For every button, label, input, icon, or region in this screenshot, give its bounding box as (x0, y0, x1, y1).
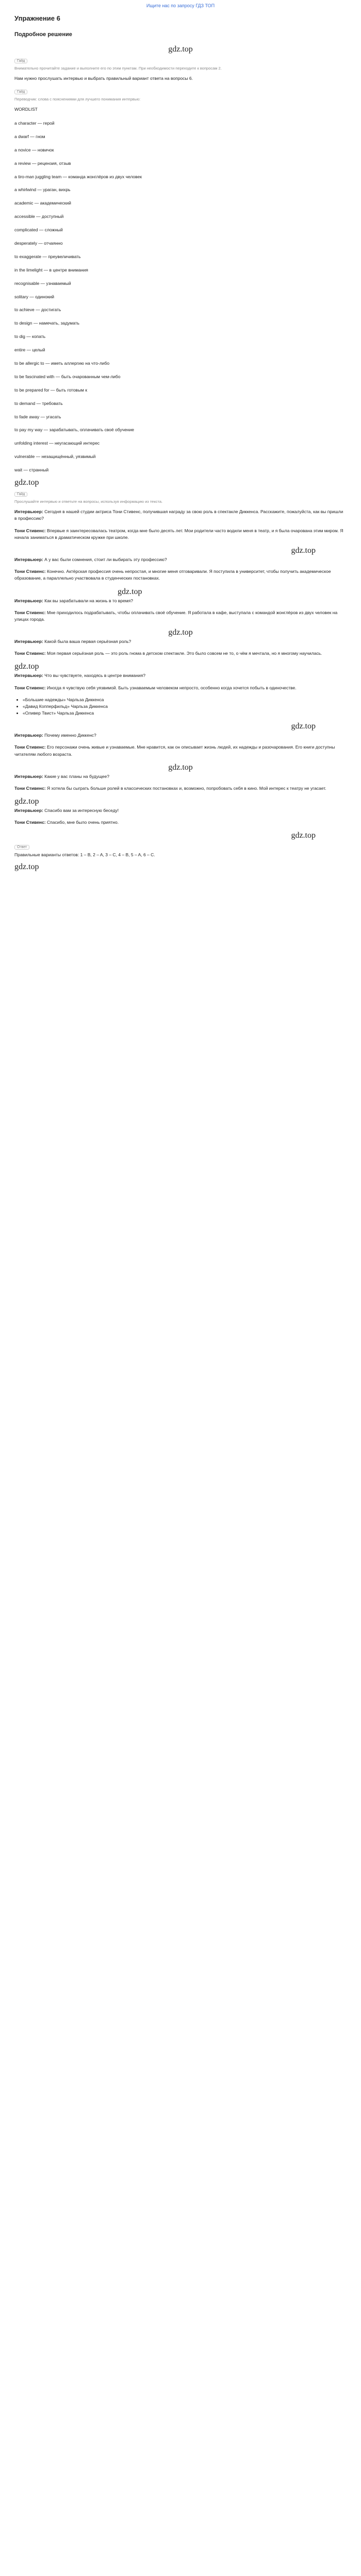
speaker: Тони Стивенс: (14, 528, 46, 533)
answer-text: Правильные варианты ответов: 1 – B, 2 – A, 3 – C, 4 – B, 5 – A, 6 – C. (14, 852, 155, 858)
vocab-item: complicated — сложный (14, 227, 63, 233)
line-text: Что вы чувствуете, находясь в центре внимания? (44, 673, 145, 679)
dialog-line (14, 638, 347, 645)
dialog-line (14, 609, 347, 623)
dialog-line (14, 819, 347, 826)
task-text-2: Нам нужно прослушать интервью и выбрать правильный вариант ответа на вопросы 6. (14, 76, 193, 81)
vocab-item: vulnerable — незащищённый, уязвимый (14, 454, 96, 460)
vocab-item: academic — академический (14, 200, 71, 206)
watermark: gdz.top (14, 797, 39, 806)
vocab-item: a character — герой (14, 121, 55, 126)
speaker: Тони Стивенс: (14, 569, 46, 574)
vocab-item: to pay my way — зарабатывать, оплачивать своё обучение (14, 427, 134, 433)
line-text: Почему именно Диккенс? (44, 733, 96, 738)
line-text: Как вы зарабатывали на жизнь в то время? (44, 598, 133, 603)
watermark: gdz.top (291, 831, 316, 840)
vocab-item: to fade away — угасать (14, 414, 61, 419)
book-item: • «Оливер Твист» Чарльза Диккенса (23, 710, 347, 717)
interview-dialog (14, 509, 347, 691)
dialog-line (14, 556, 347, 563)
line-text: Моя первая серьёзная роль — это роль гнома в детском спектакле. Это было совсем не то, о чём я мечтала, но я многому научилась. (47, 651, 322, 656)
vocab-item: to dig — копать (14, 334, 46, 340)
watermark: gdz.top (291, 546, 316, 555)
vocab-item: solitary — одинокий (14, 294, 55, 299)
line-text: Его персонажи очень живые и узнаваемые. Мне нравится, как он описывает жизнь людей, их надежды и разочарования. Его книги доступны читателям любого возраста. (14, 744, 335, 757)
vocab-item: a review — рецензия, отзыв (14, 160, 71, 166)
line-text: Сегодня в нашей студии актриса Тони Стивенс, получившая награду за свою роль в спектакле Диккенса. Расскажите, пожалуйста, как вы пришли в профессию? (14, 509, 343, 521)
vocab-label: WORDLIST (14, 107, 38, 112)
vocab-item: a novice — новичок (14, 147, 54, 152)
watermark: gdz.top (14, 662, 39, 671)
speaker: Тони Стивенс: (14, 685, 46, 690)
guide-badge-3: Гайд (14, 492, 27, 497)
speaker: Тони Стивенс: (14, 785, 46, 791)
line-text: Впервые я заинтересовалась театром, когда мне было десять лет. Мои родители часто водили меня в театр, и я была очарована этим миром. Я начала заниматься в драматическом кружке при школе. (14, 528, 343, 540)
line-text: Я хотела бы сыграть больше ролей в классических постановках и, возможно, попробовать себя в кино. Мой интерес к театру не угасает. (47, 785, 326, 791)
line-text: Иногда я чувствую себя уязвимой. Быть узнаваемым человеком непросто, особенно когда хочется побыть в одиночестве. (47, 685, 297, 690)
line-text: Мне приходилось подрабатывать, чтобы оплачивать своё обучение. Я работала в кафе, выступала с командой жонглёров из двух человек на улицах города. (14, 609, 338, 622)
dialog-line (14, 528, 347, 541)
vocab-item: recognisable — узнаваемый (14, 280, 71, 286)
speaker: Интервьюер: (14, 673, 43, 679)
line-text: Какие у вас планы на будущее? (44, 773, 109, 779)
vocab-item: wait — странный (14, 467, 49, 473)
speaker: Интервьюер: (14, 808, 43, 814)
book-item: • «Большие надежды» Чарльза Диккенса (23, 697, 347, 703)
vocab-item: unfolding interest — неугасающий интерес (14, 440, 100, 446)
vocab-item: to exaggerate — преувеличивать (14, 253, 81, 259)
line-text: Конечно. Актёрская профессия очень непростая, и многие меня отговаривали. Я поступила в университет, чтобы получить академическое образование, а параллельно участвовала в студенческих постановках. (14, 569, 331, 581)
vocab-item: a dwarf — гном (14, 133, 45, 139)
speaker: Интервьюер: (14, 509, 43, 515)
speaker: Интервьюер: (14, 773, 43, 779)
watermark: gdz.top (168, 628, 193, 637)
task-text-1: Внимательно прочитайте задание и выполните его по этим пунктам. При необходимости переходите к вопросам 2. (14, 66, 222, 71)
line-text: Спасибо, мне было очень приятно. (47, 820, 119, 825)
line-text: Какой была ваша первая серьёзная роль? (44, 639, 132, 645)
watermark: gdz.top (14, 862, 39, 872)
solution-title: Подробное решение (14, 31, 72, 38)
speaker: Интервьюер: (14, 598, 43, 603)
dialog-line (14, 650, 347, 657)
dialog-line (14, 732, 347, 739)
dialog-line (14, 773, 347, 780)
speaker: Тони Стивенс: (14, 651, 46, 656)
speaker: Интервьюер: (14, 733, 43, 738)
dialog-line (14, 685, 347, 691)
dialog-line (14, 598, 347, 604)
watermark: gdz.top (168, 45, 193, 54)
speaker: Интервьюер: (14, 639, 43, 645)
vocab-list (14, 117, 347, 477)
speaker: Тони Стивенс: (14, 609, 46, 615)
book-item: • «Давид Копперфильд» Чарльза Диккенса (23, 703, 347, 710)
speaker: Интервьюер: (14, 556, 43, 562)
vocab-heading: Переводчик: слова с пояснениями для лучшего понимания интервью: (14, 97, 141, 101)
interview-dialog-2 (14, 732, 347, 826)
guide-badge: Гайд (14, 59, 27, 63)
vocab-item: entire — целый (14, 347, 45, 353)
top-search-link[interactable]: Ищите нас по запросу ГДЗ ТОП (146, 3, 215, 8)
watermark: gdz.top (14, 478, 39, 487)
content (0, 14, 361, 872)
dialog-line (14, 568, 347, 582)
vocab-item: to be allergic to — иметь аллергию на что-либо (14, 361, 110, 366)
vocab-item: a tiro-man juggling team — команда жонглёров из двух человек (14, 174, 142, 179)
vocab-item: to demand — требовать (14, 400, 63, 406)
watermark: gdz.top (118, 587, 142, 596)
answer-badge: Ответ (14, 845, 29, 850)
speaker: Тони Стивенс: (14, 820, 46, 825)
vocab-item: a whirlwind — ураган, вихрь (14, 187, 71, 193)
vocab-item: desperately — отчаянно (14, 241, 63, 246)
vocab-item: accessible — доступный (14, 214, 64, 219)
line-text: Спасибо вам за интересную беседу! (44, 808, 119, 814)
dialog-line (14, 785, 347, 792)
vocab-item: to be fascinated with — быть очарованным чем-либо (14, 374, 121, 379)
watermark: gdz.top (291, 722, 316, 731)
dialog-line (14, 807, 347, 814)
books-list (14, 697, 347, 717)
vocab-item: to design — намечать, задумать (14, 320, 79, 326)
dialog-line (14, 509, 347, 522)
guide-badge-2: Гайд (14, 90, 27, 94)
audio-intro: Прослушайте интервью и ответьте на вопросы, используя информацию из текста. (14, 499, 163, 504)
line-text: А у вас были сомнения, стоит ли выбирать эту профессию? (44, 556, 167, 562)
vocab-item: to be prepared for — быть готовым к (14, 387, 87, 393)
speaker: Тони Стивенс: (14, 744, 46, 750)
vocab-item: in the limelight — в центре внимания (14, 267, 88, 273)
watermark: gdz.top (168, 762, 193, 772)
dialog-line (14, 672, 347, 679)
dialog-line (14, 744, 347, 757)
exercise-title: Упражнение 6 (14, 14, 60, 22)
vocab-item: to achieve — достигать (14, 307, 61, 313)
